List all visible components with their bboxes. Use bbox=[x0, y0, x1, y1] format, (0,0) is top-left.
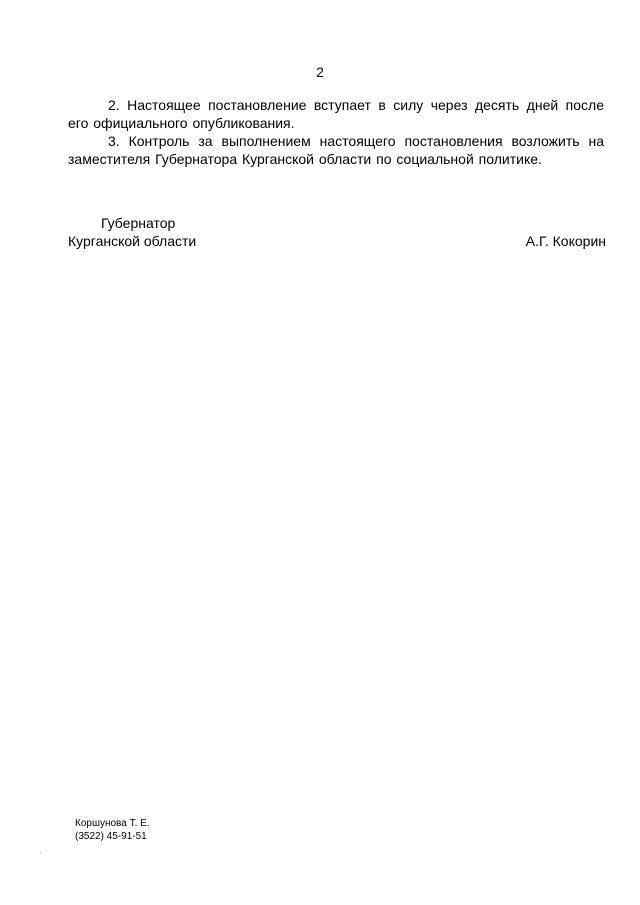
paragraph-effective-date: 2. Настоящее постановление вступает в силу через десять дней после его официального опубликования. bbox=[68, 97, 604, 131]
document-body bbox=[68, 96, 604, 168]
signatory-region: Курганской области bbox=[68, 233, 197, 249]
signatory-position: Губернатор bbox=[101, 215, 176, 231]
page-number: 2 bbox=[316, 64, 324, 80]
signature-row bbox=[68, 232, 606, 250]
executor-info bbox=[75, 818, 150, 843]
scan-artifact bbox=[40, 852, 41, 853]
signatory-name: А.Г. Кокорин bbox=[525, 233, 606, 249]
signature-block bbox=[68, 214, 606, 250]
paragraph-control: 3. Контроль за выполнением настоящего постановления возложить на заместителя Губернатора Курганской области по социальной политике. bbox=[68, 133, 604, 167]
executor-name: Коршунова Т. Е. bbox=[75, 818, 150, 829]
executor-phone: (3522) 45-91-51 bbox=[75, 830, 147, 842]
